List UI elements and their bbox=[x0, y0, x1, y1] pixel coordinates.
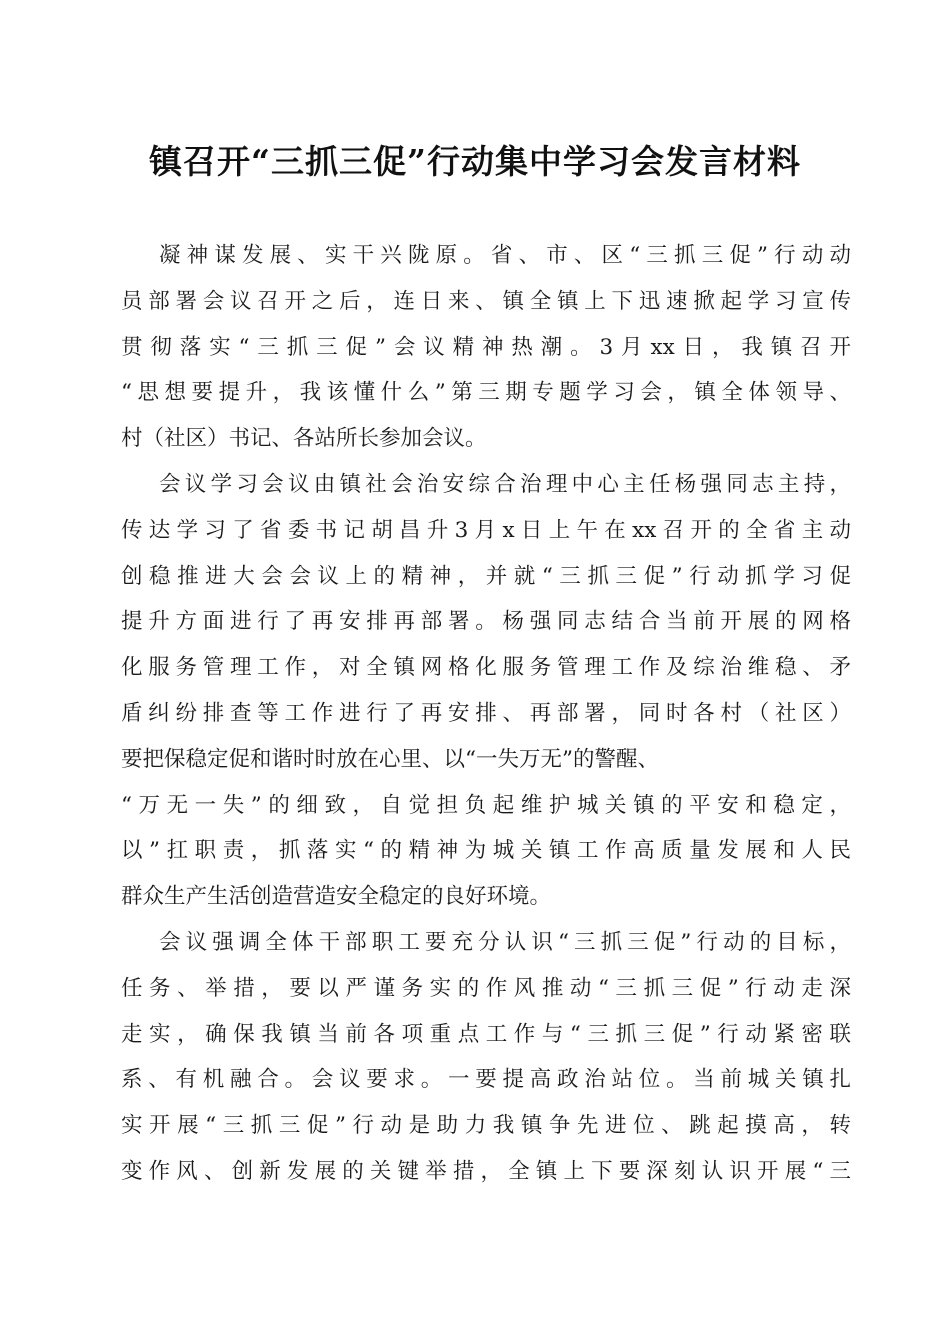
paragraph-2-line: 创稳推进大会会议上的精神，并就“三抓三促”行动抓学习促 bbox=[121, 563, 851, 589]
paragraph-2-line: 以”扛职责，抓落实“的精神为城关镇工作高质量发展和人民 bbox=[121, 838, 851, 864]
paragraph-3-line: 系、有机融合。会议要求。一要提高政治站位。当前城关镇扎 bbox=[121, 1067, 851, 1093]
paragraph-3-line: 会议强调全体干部职工要充分认识“三抓三促”行动的目标， bbox=[159, 929, 851, 955]
document-body bbox=[121, 233, 851, 1195]
paragraph-3-line: 实开展“三抓三促”行动是助力我镇争先进位、跳起摸高，转 bbox=[121, 1113, 851, 1139]
paragraph-2-line: 要把保稳定促和谐时时放在心里、以“一失万无”的警醒、 bbox=[121, 746, 659, 772]
paragraph-2-line: 提升方面进行了再安排再部署。杨强同志结合当前开展的网格 bbox=[121, 609, 851, 635]
paragraph-1-line: 凝神谋发展、实干兴陇原。省、市、区“三抓三促”行动动 bbox=[159, 243, 851, 268]
paragraph-1-line: 员部署会议召开之后，连日来、镇全镇上下迅速掀起学习宣传 bbox=[121, 288, 851, 314]
paragraph-1-line: 村（社区）书记、各站所长参加会议。 bbox=[121, 426, 487, 452]
paragraph-2-line: 盾纠纷排查等工作进行了再安排、再部署，同时各村（社区） bbox=[121, 700, 851, 726]
paragraph-1-line: “思想要提升，我该懂什么”第三期专题学习会，镇全体领导、 bbox=[121, 380, 851, 406]
paragraph-2-line: 群众生产生活创造营造安全稳定的良好环境。 bbox=[121, 884, 552, 910]
document-title: 镇召开“三抓三促”行动集中学习会发言材料 bbox=[149, 142, 801, 181]
paragraph-2-line: 会议学习会议由镇社会治安综合治理中心主任杨强同志主持， bbox=[159, 471, 851, 497]
paragraph-1-line: 贯彻落实“三抓三促”会议精神热潮。3月xx日，我镇召开 bbox=[121, 334, 851, 360]
paragraph-3-line: 变作风、创新发展的关键举措，全镇上下要深刻认识开展“三 bbox=[121, 1158, 851, 1184]
paragraph-2-line: 化服务管理工作，对全镇网格化服务管理工作及综治维稳、矛 bbox=[121, 655, 851, 681]
paragraph-2-line: “万无一失”的细致，自觉担负起维护城关镇的平安和稳定， bbox=[121, 792, 851, 818]
paragraph-3-line: 走实，确保我镇当前各项重点工作与“三抓三促”行动紧密联 bbox=[121, 1021, 851, 1047]
paragraph-3-line: 任务、举措，要以严谨务实的作风推动“三抓三促”行动走深 bbox=[121, 975, 851, 1001]
paragraph-2-line: 传达学习了省委书记胡昌升3月x日上午在xx召开的全省主动 bbox=[121, 517, 851, 543]
